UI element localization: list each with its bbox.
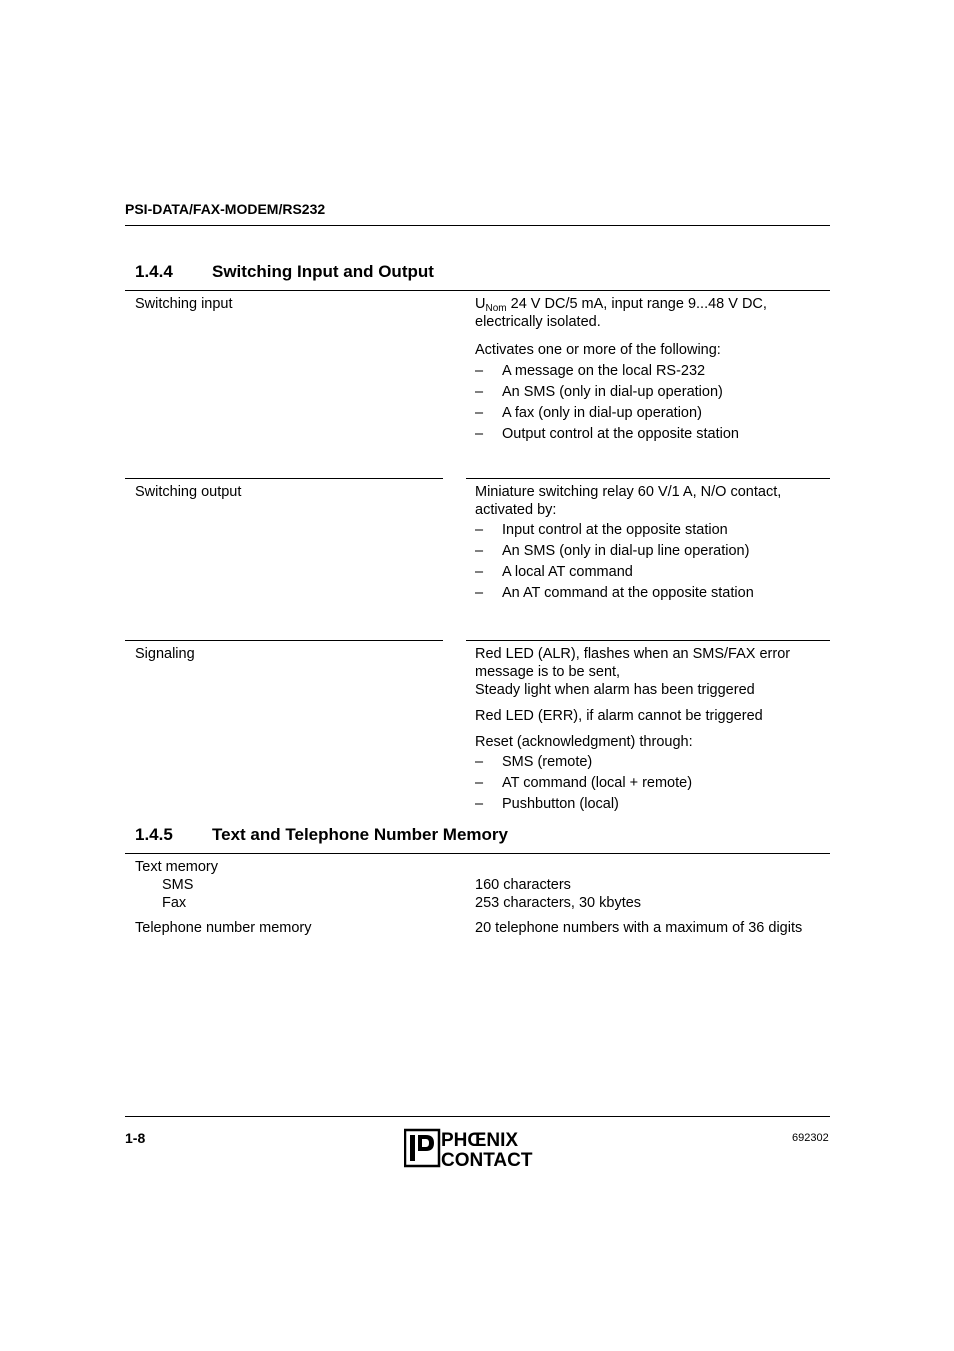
list-item [475,773,830,794]
row-content-switching-input [475,295,830,445]
list-item [475,752,830,773]
intro-line-1: Miniature switching relay 60 V/1 A, N/O contact, [475,484,782,500]
header-rule [125,225,830,226]
section-title: Switching Input and Output [212,262,434,281]
row-divider-right [466,478,830,479]
list-item [475,361,830,382]
section-rule [125,290,830,291]
section-number: 1.4.4 [135,262,173,281]
phoenix-contact-logo [404,1128,552,1168]
unom-spec [475,295,830,331]
logo-text-line2: CONTACT [441,1150,533,1168]
footer-rule [125,1116,830,1117]
row-label-switching-output: Switching output [135,484,242,500]
list-intro: Activates one or more of the following: [475,342,721,358]
dash-bullet: – [475,585,484,601]
dash-bullet: – [475,384,484,400]
paragraph-line: message is to be sent, [475,664,621,680]
list-item [475,382,830,403]
list-item [475,520,830,541]
text-memory-label: Text memory [135,859,218,875]
section-number: 1.4.5 [135,825,173,844]
phoenix-contact-logo-icon [404,1128,552,1168]
unom-subscript: Nom [485,303,507,314]
dash-bullet: – [475,522,484,538]
list-intro [475,483,830,519]
phone-memory-value: 20 telephone numbers with a maximum of 36 digits [475,920,803,936]
paragraph-line: Steady light when alarm has been triggered [475,682,755,698]
fax-value: 253 characters, 30 kbytes [475,895,642,911]
list-item [475,794,830,815]
dash-bullet: – [475,426,484,442]
signaling-paragraph-2: Red LED (ERR), if alarm cannot be triggered [475,708,763,724]
paragraph-line: Red LED (ALR), flashes when an SMS/FAX error [475,646,791,662]
dash-bullet: – [475,405,484,421]
dash-bullet: – [475,754,484,770]
list-item-text: A local AT command [502,564,633,580]
sms-label: SMS [162,877,194,893]
list-item-text: A fax (only in dial-up operation) [502,405,702,421]
list-item [475,424,830,445]
dash-bullet: – [475,796,484,812]
list-item-text: Input control at the opposite station [502,522,728,538]
row-divider-right [466,640,830,641]
fax-label: Fax [162,895,187,911]
row-label-signaling: Signaling [135,646,195,662]
unom-symbol: U [475,296,486,312]
section-title: Text and Telephone Number Memory [212,825,508,844]
logo-text-line1: PHŒNIX [441,1130,519,1151]
row-divider-left [125,640,443,641]
unom-text: 24 V DC/5 mA, input range 9...48 V DC, [506,296,767,312]
sms-value: 160 characters [475,877,571,893]
list-item-text: An SMS (only in dial-up line operation) [502,543,750,559]
row-content-switching-output [475,483,830,604]
list-intro: Reset (acknowledgment) through: [475,734,693,750]
dash-bullet: – [475,543,484,559]
phone-memory-label: Telephone number memory [135,920,312,936]
row-label-switching-input: Switching input [135,296,233,312]
row-divider-left [125,478,443,479]
document-header-title: PSI-DATA/FAX-MODEM/RS232 [125,201,326,217]
section-heading-1-4-5 [135,825,735,847]
list-item [475,541,830,562]
signaling-paragraph-1 [475,645,830,699]
dash-bullet: – [475,363,484,379]
intro-line-2: activated by: [475,502,557,518]
section-rule [125,853,830,854]
list-item-text: A message on the local RS-232 [502,363,706,379]
document-number: 692302 [792,1132,829,1144]
list-item [475,403,830,424]
list-item-text: AT command (local + remote) [502,775,693,791]
dash-bullet: – [475,775,484,791]
page-number: 1-8 [125,1130,146,1146]
list-item-text: Output control at the opposite station [502,426,739,442]
list-item [475,583,830,604]
section-heading-1-4-4 [135,262,735,284]
dash-bullet: – [475,564,484,580]
list-item-text: SMS (remote) [502,754,593,770]
list-item-text: Pushbutton (local) [502,796,619,812]
list-item-text: An SMS (only in dial-up operation) [502,384,723,400]
list-item [475,562,830,583]
unom-text-line2: electrically isolated. [475,314,601,330]
list-item-text: An AT command at the opposite station [502,585,754,601]
row-content-signaling [475,645,830,815]
